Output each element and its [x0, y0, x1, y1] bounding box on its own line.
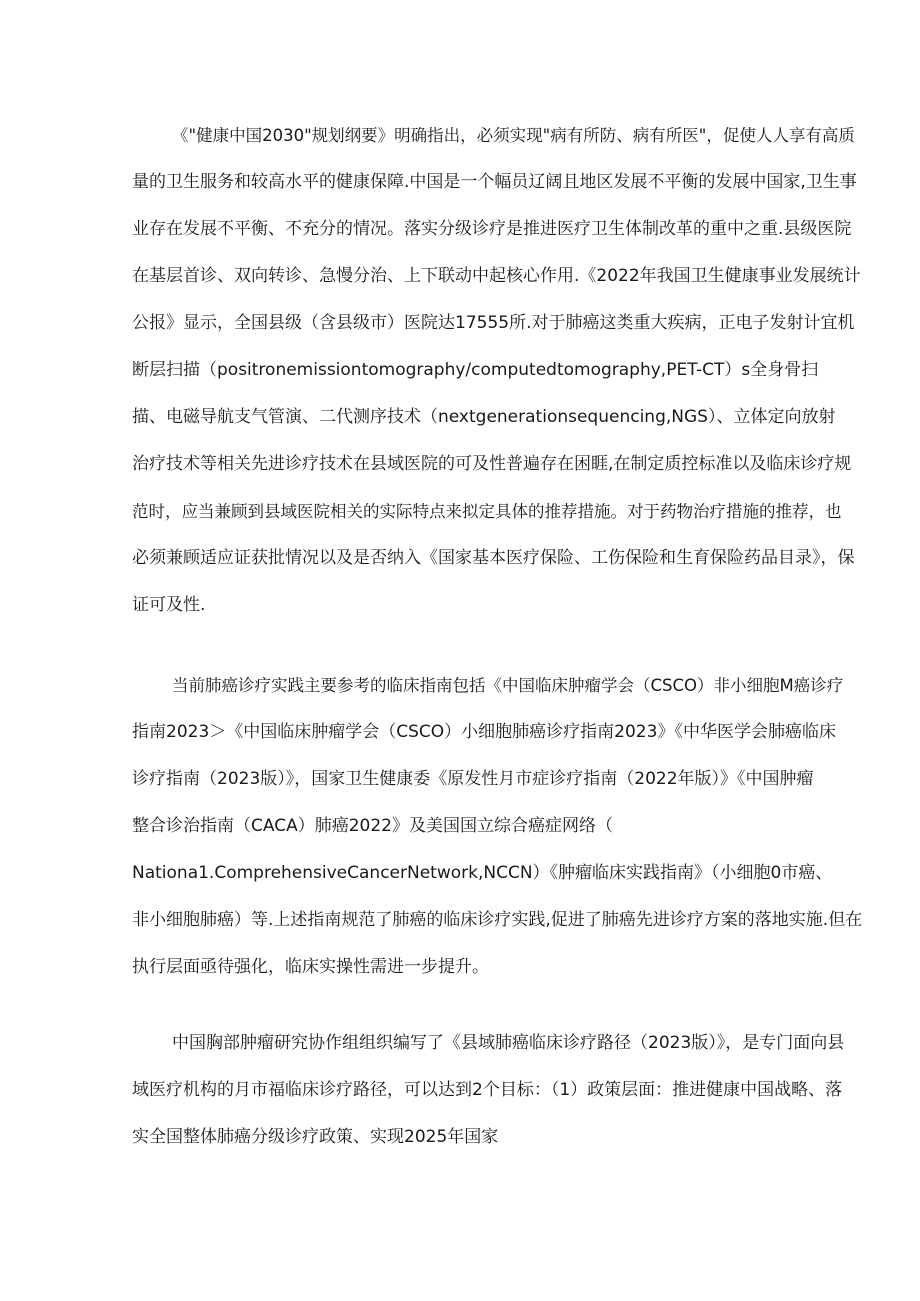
text-line: 非小细胞肺癌）等.上述指南规范了肺癌的临床诊疗实践,促进了肺癌先进诊疗方案的落地实施.但在 — [132, 910, 862, 930]
text-line: 域医疗机构的月市福临床诊疗路径，可以达到2个目标：（1）政策层面：推进健康中国战略、落 — [132, 1080, 843, 1100]
text-line: 治疗技术等相关先进诊疗技术在县域医院的可及性普遍存在困睚,在制定质控标准以及临床诊疗规 — [132, 454, 852, 474]
text-line: 诊疗指南（2023版）》，国家卫生健康委《原发性月市症诊疗指南（2022年版）》《中国肿瘤 — [132, 769, 814, 789]
text-line: 《"健康中国2030"规划纲要》明确指出，必须实现"病有所防、病有所医"，促使人人享有高质 — [172, 126, 855, 145]
paragraph-3 — [132, 1020, 862, 1161]
text-line: Nationa1.ComprehensiveCancerNetwork,NCCN）《肿瘤临床实践指南》（小细胞0市癌、 — [132, 863, 833, 883]
text-line: 当前肺癌诊疗实践主要参考的临床指南包括《中国临床肿瘤学会（CSCO）非小细胞M癌诊疗 — [172, 676, 844, 695]
text-line: 范时，应当兼顾到县域医院相关的实际特点来拟定具体的推荐措施。对于药物治疗措施的推荐，也 — [132, 502, 842, 521]
text-line: 断层扫描（positronemissiontomography/computedtomography,PET-CT）s全身骨扫 — [132, 360, 819, 380]
text-line: 中国胸部肿瘤研究协作组组织编写了《县域肺癌临床诊疗路径（2023版）》，是专门面向县 — [172, 1033, 845, 1053]
text-line: 公报》显示，全国县级（含县级市）医院达17555所.对于肺癌这类重大疾病，正电子发射计宜机 — [132, 313, 855, 333]
paragraph-2 — [132, 662, 862, 991]
text-line: 在基层首诊、双向转诊、急慢分治、上下联动中起核心作用.《2022年我国卫生健康事业发展统计 — [132, 266, 861, 286]
paragraph-1 — [132, 112, 862, 629]
text-line: 业存在发展不平衡、不充分的情况。落实分级诊疗是推进医疗卫生体制改革的重中之重.县级医院 — [132, 219, 852, 239]
text-line: 执行层面亟待强化，临床实操性需进一步提升。 — [132, 957, 489, 977]
text-line: 必须兼顾适应证获批情况以及是否纳入《国家基本医疗保险、工伤保险和生育保险药品目录》，保 — [132, 548, 855, 568]
text-line: 整合诊治指南（CACA）肺癌2022》及美国国立综合癌症网络（ — [132, 816, 613, 836]
text-line: 量的卫生服务和较高水平的健康保障.中国是一个幅员辽阔且地区发展不平衡的发展中国家,卫生事 — [132, 172, 857, 192]
text-line: 指南2023＞《中国临床肿瘤学会（CSCO）小细胞肺癌诊疗指南2023》《中华医学会肺癌临床 — [132, 722, 836, 742]
text-line: 描、电磁导航支气管演、二代测序技术（nextgenerationsequencing,NGS）、立体定向放射 — [132, 407, 836, 427]
text-line: 实全国整体肺癌分级诊疗政策、实现2025年国家 — [132, 1127, 499, 1147]
text-line: 证可及性. — [132, 595, 206, 615]
